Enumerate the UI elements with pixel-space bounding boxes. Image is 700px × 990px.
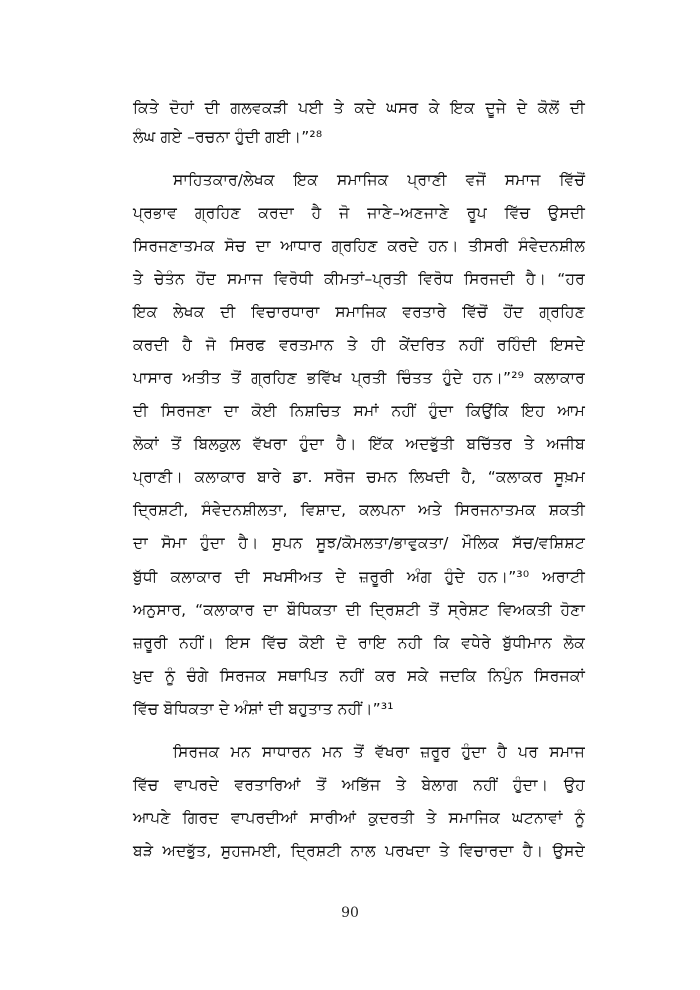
paragraph-start-line: ਸਿਰਜਕ ਮਨ ਸਾਧਾਰਨ ਮਨ ਤੋਂ ਵੱਖਰਾ ਜ਼ਰੂਰ ਹੁੰਦਾ ਹੈ ਪਰ ਸਮਾਜ [173,743,585,761]
text-line: ਦ੍ਰਿਸ਼ਟੀ, ਸੰਵੇਦਨਸ਼ੀਲਤਾ, ਵਿਸ਼ਾਦ, ਕਲਪਨਾ ਅਤੇ ਸਿਰਜਨਾਤਮਕ ਸ਼ਕਤੀ [133,501,585,519]
text-line: ਆਪਣੇ ਗਿਰਦ ਵਾਪਰਦੀਆਂ ਸਾਰੀਆਂ ਕੁਦਰਤੀ ਤੇ ਸਮਾਜਿਕ ਘਟਨਾਵਾਂ ਨੂੰ [133,809,585,827]
text-line: ਕਰਦੀ ਹੈ ਜੋ ਸਿਰਫ ਵਰਤਮਾਨ ਤੇ ਹੀ ਕੇਂਦਰਿਤ ਨਹੀਂ ਰਹਿੰਦੀ ਇਸਦੇ [133,336,585,354]
text-line: ਬੁੱਧੀ ਕਲਾਕਾਰ ਦੀ ਸਖਸੀਅਤ ਦੇ ਜ਼ਰੂਰੀ ਅੰਗ ਹੁੰਦੇ ਹਨ।”³⁰ ਅਰਾਟੀ [133,568,585,586]
text-line: ਵਿੱਚ ਬੋਧਿਕਤਾ ਦੇ ਅੰਸ਼ਾਂ ਦੀ ਬਹੁਤਾਤ ਨਹੀਂ।”³¹ [133,700,394,718]
text-line: ਕਿਤੇ ਦੋਹਾਂ ਦੀ ਗਲਵਕੜੀ ਪਈ ਤੇ ਕਦੇ ਘਸਰ ਕੇ ਇਕ ਦੂਜੇ ਦੇ ਕੋਲੋਂ ਦੀ [133,99,585,117]
text-line: ਪਾਸਾਰ ਅਤੀਤ ਤੋਂ ਗ੍ਰਹਿਣ ਭਵਿੱਖ ਪ੍ਰਤੀ ਚਿੰਤਤ ਹੁੰਦੇ ਹਨ।”²⁹ ਕਲਾਕਾਰ [133,369,585,387]
text-line: ਤੇ ਚੇਤੰਨ ਹੋਂਦ ਸਮਾਜ ਵਿਰੋਧੀ ਕੀਮਤਾਂ–ਪ੍ਰਤੀ ਵਿਰੋਧ ਸਿਰਜਦੀ ਹੈ। “ਹਰ [133,270,585,288]
text-line: ਲੰਘ ਗਏ –ਰਚਨਾ ਹੁੰਦੀ ਗਈ।”²⁸ [133,128,323,146]
text-line: ਦਾ ਸੋਮਾ ਹੁੰਦਾ ਹੈ। ਸੁਪਨ ਸੂਝ/ਕੋਮਲਤਾ/ਭਾਵੁਕਤਾ/ ਮੌਲਿਕ ਸੱਚ/ਵਸ਼ਿਸ਼ਟ [133,534,585,552]
text-line: ਵਿੱਚ ਵਾਪਰਦੇ ਵਰਤਾਰਿਆਂ ਤੋਂ ਅਭਿੱਜ ਤੇ ਬੇਲਾਗ ਨਹੀਂ ਹੁੰਦਾ। ਉਹ [133,776,585,794]
text-line: ਸਿਰਜਣਾਤਮਕ ਸੋਚ ਦਾ ਆਧਾਰ ਗ੍ਰਹਿਣ ਕਰਦੇ ਹਨ। ਤੀਸਰੀ ਸੰਵੇਦਨਸ਼ੀਲ [133,237,585,255]
text-line: ਇਕ ਲੇਖਕ ਦੀ ਵਿਚਾਰਧਾਰਾ ਸਮਾਜਿਕ ਵਰਤਾਰੇ ਵਿੱਚੋਂ ਹੋਂਦ ਗ੍ਰਹਿਣ [133,303,585,321]
text-line: ਅਨੁਸਾਰ, “ਕਲਾਕਾਰ ਦਾ ਬੌਧਿਕਤਾ ਦੀ ਦ੍ਰਿਸ਼ਟੀ ਤੋਂ ਸ੍ਰੇਸ਼ਟ ਵਿਅਕਤੀ ਹੋਣਾ [133,601,585,619]
page-number: 90 [341,905,359,921]
text-line: ਪ੍ਰਭਾਵ ਗ੍ਰਹਿਣ ਕਰਦਾ ਹੈ ਜੋ ਜਾਣੇ–ਅਣਜਾਣੇ ਰੂਪ ਵਿੱਚ ਉਸਦੀ [133,204,585,222]
text-line: ਪ੍ਰਾਣੀ। ਕਲਾਕਾਰ ਬਾਰੇ ਡਾ. ਸਰੋਜ ਚਮਨ ਲਿਖਦੀ ਹੈ, “ਕਲਾਕਰ ਸੂਖ਼ਮ [133,468,585,486]
paragraph-start-line: ਸਾਹਿਤਕਾਰ/ਲੇਖਕ ਇਕ ਸਮਾਜਿਕ ਪ੍ਰਾਣੀ ਵਜੋਂ ਸਮਾਜ ਵਿੱਚੋਂ [173,171,585,189]
text-line: ਬੜੇ ਅਦਭੁੱਤ, ਸੁਹਜਮਈ, ਦ੍ਰਿਸ਼ਟੀ ਨਾਲ ਪਰਖਦਾ ਤੇ ਵਿਚਾਰਦਾ ਹੈ। ਉਸਦੇ [133,842,585,860]
text-line: ਜ਼ਰੂਰੀ ਨਹੀਂ। ਇਸ ਵਿੱਚ ਕੋਈ ਦੋ ਰਾਇ ਨਹੀ ਕਿ ਵਧੇਰੇ ਬੁੱਧੀਮਾਨ ਲੋਕ [133,634,585,652]
text-line: ਦੀ ਸਿਰਜਣਾ ਦਾ ਕੋਈ ਨਿਸ਼ਚਿਤ ਸਮਾਂ ਨਹੀਂ ਹੁੰਦਾ ਕਿਉਂਕਿ ਇਹ ਆਮ [133,402,585,420]
text-line: ਖ਼ੁਦ ਨੂੰ ਚੰਗੇ ਸਿਰਜਕ ਸਥਾਪਿਤ ਨਹੀਂ ਕਰ ਸਕੇ ਜਦਕਿ ਨਿਪੁੰਨ ਸਿਰਜਕਾਂ [133,667,585,685]
text-line: ਲੋਕਾਂ ਤੋਂ ਬਿਲਕੁਲ ਵੱਖਰਾ ਹੁੰਦਾ ਹੈ। ਇੱਕ ਅਦਭੁੱਤੀ ਬਚਿੱਤਰ ਤੇ ਅਜੀਬ [133,435,585,453]
